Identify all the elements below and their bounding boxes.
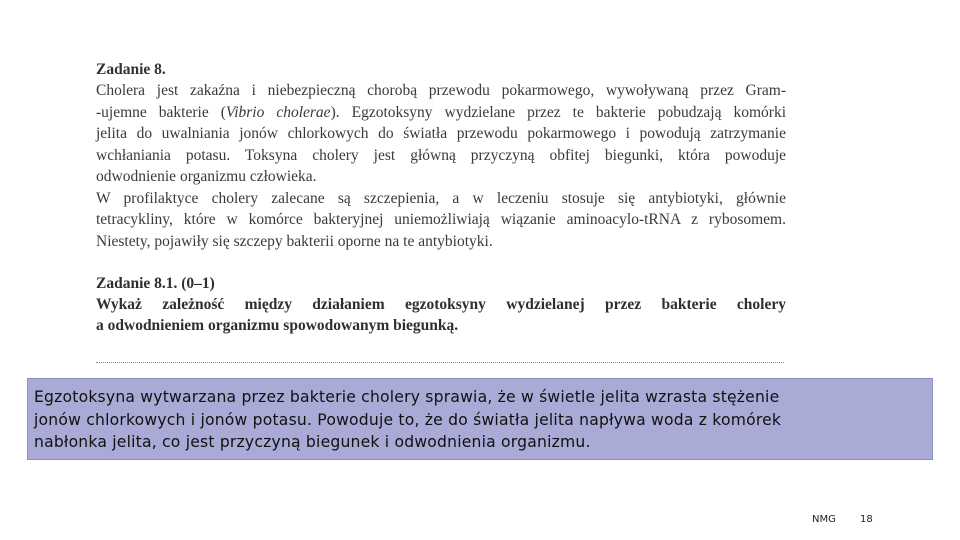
- footer-author: NMG: [812, 514, 836, 525]
- task-line: tetracykliny, które w komórce bakteryjnej uniemożliwiają wiązanie aminoacylo-tRNA z rybosomem.: [96, 211, 786, 228]
- species-name: Vibrio cholerae: [225, 103, 331, 121]
- task-8: [96, 60, 786, 252]
- task-title: Zadanie 8.: [96, 61, 166, 78]
- task-line-part: -ujemne bakterie (: [96, 103, 226, 121]
- page-number: 18: [860, 514, 873, 525]
- question-line: Wykaż zależność między działaniem egzotoksyny wydzielanej przez bakterie cholery: [96, 296, 786, 313]
- answer-line: Egzotoksyna wytwarzana przez bakterie cholery sprawia, że w świetle jelita wzrasta stężenie: [34, 388, 780, 406]
- task-description: [96, 80, 786, 252]
- answer-line: jonów chlorkowych i jonów potasu. Powoduje to, że do światła jelita napływa woda z komórek: [34, 410, 782, 429]
- task-line: wchłaniania potasu. Toksyna cholery jest główną przyczyną obfitej biegunki, która powoduje: [96, 146, 786, 164]
- question-line: a odwodnieniem organizmu spowodowanym biegunką.: [96, 317, 459, 334]
- answer-box: [27, 378, 933, 460]
- answer-line: nabłonka jelita, co jest przyczyną biegunek i odwodnienia organizmu.: [34, 433, 591, 451]
- task-line: Niestety, pojawiły się szczepy bakterii oporne na te antybiotyki.: [96, 232, 493, 250]
- task-line: Cholera jest zakaźna i niebezpieczną chorobą przewodu pokarmowego, wywoływaną przez Gram-: [96, 82, 786, 99]
- subtask-question: [96, 294, 786, 336]
- task-line-part: ). Egzotoksyny wydzielane przez te bakterie pobudzają komórki: [330, 103, 787, 121]
- task-line: jelita do uwalniania jonów chlorkowych do światła przewodu pokarmowego i powodują zatrzymanie: [96, 125, 786, 142]
- answer-dotted-line: [96, 362, 784, 363]
- subtask-title: Zadanie 8.1. (0–1): [96, 275, 215, 292]
- task-8-1: [96, 274, 786, 336]
- task-line: [96, 102, 786, 124]
- task-line: odwodnienie organizmu człowieka.: [96, 168, 317, 185]
- task-line: W profilaktyce cholery zalecane są szczepienia, a w leczeniu stosuje się antybiotyki, głównie: [96, 189, 786, 207]
